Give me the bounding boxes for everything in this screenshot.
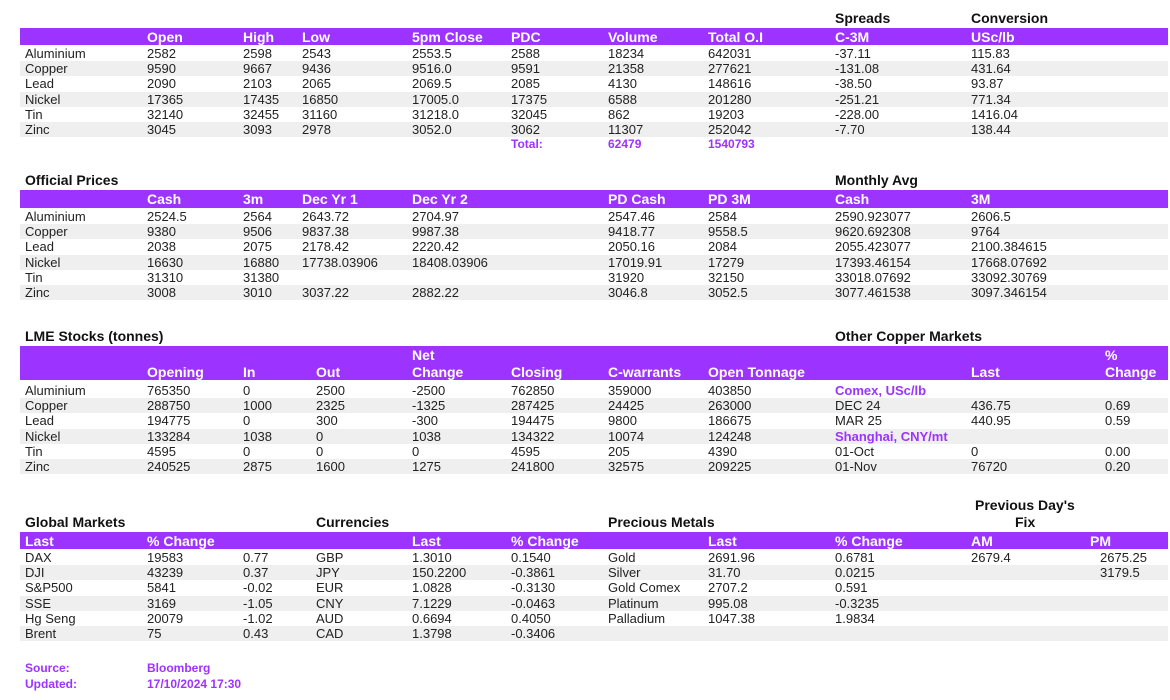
- currency-label: EUR: [316, 580, 344, 596]
- table-cell: -37.11: [835, 46, 871, 61]
- table-cell: 16880: [243, 254, 280, 270]
- global-markets-title: Global Markets: [25, 514, 126, 530]
- table-cell: 2055.423077: [835, 239, 911, 255]
- table-cell: 16630: [147, 254, 184, 270]
- table-cell: 9620.692308: [835, 224, 911, 240]
- currency-label: AUD: [316, 610, 344, 626]
- table-cell: 3010: [243, 285, 272, 300]
- currencies-title: Currencies: [316, 514, 390, 530]
- table-cell: 0: [316, 428, 324, 444]
- table-cell: 765350: [147, 383, 191, 398]
- table-cell: 359000: [608, 383, 652, 398]
- col-header: Open Tonnage: [708, 364, 805, 380]
- table-cell: 1038: [412, 428, 441, 444]
- precious-last: 31.70: [708, 565, 741, 581]
- table-cell: 300: [316, 413, 338, 429]
- table-cell: 2220.42: [412, 239, 459, 255]
- global-last: 43239: [147, 565, 184, 581]
- table-cell: 9667: [243, 61, 272, 77]
- metal-label: Zinc: [25, 285, 50, 300]
- col-header: Out: [316, 364, 341, 380]
- metal-label: Nickel: [25, 91, 61, 107]
- table-cell: 9591: [511, 61, 540, 77]
- table-cell: 252042: [708, 122, 752, 137]
- table-cell: 2500: [316, 383, 345, 398]
- table-cell: 9558.5: [708, 224, 748, 240]
- table-cell: 133284: [147, 428, 191, 444]
- row-stripe: [20, 596, 1168, 611]
- table-cell: -131.08: [835, 61, 880, 77]
- table-cell: 3062: [511, 122, 540, 137]
- metal-label: Aluminium: [25, 46, 86, 61]
- col-header: Dec Yr 1: [302, 191, 358, 207]
- table-cell: 771.34: [971, 91, 1011, 107]
- col-header: Last: [25, 533, 54, 549]
- table-cell: 0: [243, 413, 251, 429]
- table-cell: 3008: [147, 285, 176, 300]
- table-cell: 1275: [412, 459, 441, 474]
- precious-label: Palladium: [608, 610, 666, 626]
- table-cell: 17435: [243, 91, 280, 107]
- metal-label: Aluminium: [25, 383, 86, 398]
- table-cell: 762850: [511, 383, 555, 398]
- table-cell: 17393.46154: [835, 254, 911, 270]
- table-cell: 17365: [147, 91, 184, 107]
- metal-label: Lead: [25, 413, 54, 429]
- metal-label: Nickel: [25, 428, 61, 444]
- table-cell: 4595: [511, 443, 540, 459]
- currency-change: -0.3406: [511, 626, 556, 641]
- col-header-net-top: Net: [412, 347, 435, 363]
- section2-header-band: [20, 190, 1168, 208]
- market-subheader: Shanghai, CNY/mt: [835, 428, 948, 444]
- global-change: -0.02: [243, 580, 273, 596]
- table-cell: 263000: [708, 398, 752, 414]
- global-change: 0.43: [243, 626, 269, 641]
- global-change: -1.02: [243, 610, 273, 626]
- table-cell: 17738.03906: [302, 254, 378, 270]
- table-cell: 0: [316, 443, 324, 459]
- table-cell: 2978: [302, 122, 331, 137]
- table-cell: 2090: [147, 76, 176, 92]
- table-cell: 3097.346154: [971, 285, 1047, 300]
- market-change: 0.20: [1105, 459, 1131, 474]
- table-cell: 138.44: [971, 122, 1011, 137]
- table-cell: -38.50: [835, 76, 872, 92]
- table-cell: 1000: [243, 398, 272, 414]
- global-last: 5841: [147, 580, 176, 596]
- table-cell: 9516.0: [412, 61, 452, 77]
- table-cell: 862: [608, 106, 630, 122]
- metal-label: Lead: [25, 76, 54, 92]
- table-cell: -228.00: [835, 106, 880, 122]
- col-header-pct-bottom: Change: [1105, 364, 1157, 380]
- table-cell: 0: [243, 443, 251, 459]
- table-cell: 9800: [608, 413, 637, 429]
- currency-change: -0.3130: [511, 580, 556, 596]
- col-header: % Change: [511, 533, 579, 549]
- table-cell: 2875: [243, 459, 272, 474]
- metal-label: Lead: [25, 239, 54, 255]
- table-cell: 1038: [243, 428, 272, 444]
- table-cell: 31920: [608, 269, 645, 285]
- precious-change: 0.591: [835, 580, 868, 596]
- table-cell: 9506: [243, 224, 272, 240]
- col-header: High: [243, 29, 275, 45]
- table-cell: 93.87: [971, 76, 1004, 92]
- table-cell: 32045: [511, 106, 548, 122]
- table-cell: 3052.0: [412, 122, 452, 137]
- table-cell: 24425: [608, 398, 645, 414]
- table-cell: 9764: [971, 224, 1000, 240]
- col-header: USc/lb: [971, 29, 1015, 45]
- col-header: PDC: [511, 29, 541, 45]
- currency-label: CAD: [316, 626, 344, 641]
- metal-label: Aluminium: [25, 209, 86, 224]
- precious-change: 0.6781: [835, 550, 875, 565]
- col-header: In: [243, 364, 256, 380]
- table-cell: 18234: [608, 46, 645, 61]
- table-cell: 287425: [511, 398, 555, 414]
- table-cell: 2065: [302, 76, 331, 92]
- table-cell: 17279: [708, 254, 745, 270]
- table-cell: 3046.8: [608, 285, 648, 300]
- global-last: 75: [147, 626, 162, 641]
- table-cell: 2547.46: [608, 209, 655, 224]
- fix-am: 2679.4: [971, 550, 1011, 565]
- precious-change: 1.9834: [835, 610, 875, 626]
- table-cell: 2882.22: [412, 285, 459, 300]
- table-cell: 32575: [608, 459, 645, 474]
- col-header: C-3M: [835, 29, 870, 45]
- col-header: C-warrants: [608, 364, 682, 380]
- global-change: 0.37: [243, 565, 269, 581]
- market-last: 0: [971, 443, 979, 459]
- table-cell: 2643.72: [302, 209, 349, 224]
- market-last: 436.75: [971, 398, 1011, 414]
- table-cell: 31160: [302, 106, 338, 122]
- col-header: Volume: [608, 29, 658, 45]
- table-cell: 3045: [147, 122, 176, 137]
- table-cell: 2524.5: [147, 209, 187, 224]
- market-change: 0.00: [1105, 443, 1131, 459]
- table-cell: 17668.07692: [971, 254, 1047, 270]
- other-copper-title: Other Copper Markets: [835, 328, 983, 344]
- table-cell: 33092.30769: [971, 269, 1047, 285]
- table-cell: 2075: [243, 239, 272, 255]
- table-cell: 9987.38: [412, 224, 459, 240]
- col-header-last: Last: [971, 364, 1000, 380]
- table-cell: 33018.07692: [835, 269, 911, 285]
- precious-metals-title: Precious Metals: [608, 514, 715, 530]
- spreads-label: Spreads: [835, 10, 891, 26]
- monthly-avg-label: Monthly Avg: [835, 172, 918, 188]
- total-volume: 62479: [608, 137, 642, 152]
- row-stripe: [20, 429, 1168, 444]
- global-label: DJI: [25, 565, 45, 581]
- fix-title-2: Fix: [1015, 514, 1036, 530]
- currency-change: -0.0463: [511, 595, 556, 611]
- metal-label: Nickel: [25, 254, 61, 270]
- table-cell: 21358: [608, 61, 645, 77]
- market-label: MAR 25: [835, 413, 882, 429]
- currency-label: CNY: [316, 595, 344, 611]
- global-change: -1.05: [243, 595, 273, 611]
- col-header: PD 3M: [708, 191, 751, 207]
- table-cell: 17005.0: [412, 91, 459, 107]
- global-change: 0.77: [243, 550, 269, 565]
- table-cell: 17375: [511, 91, 548, 107]
- table-cell: 32455: [243, 106, 280, 122]
- currency-last: 1.3798: [412, 626, 452, 641]
- table-cell: 186675: [708, 413, 752, 429]
- table-cell: 31380: [243, 269, 280, 285]
- table-cell: 240525: [147, 459, 191, 474]
- table-cell: 277621: [708, 61, 752, 77]
- precious-change: -0.3235: [835, 595, 880, 611]
- table-cell: 2564: [243, 209, 272, 224]
- col-header: Change: [412, 364, 464, 380]
- currency-label: JPY: [316, 565, 340, 581]
- precious-change: 0.0215: [835, 565, 875, 581]
- table-cell: 431.64: [971, 61, 1011, 77]
- table-cell: 1416.04: [971, 106, 1018, 122]
- global-last: 20079: [147, 610, 184, 626]
- table-cell: 2085: [511, 76, 540, 92]
- table-cell: 288750: [147, 398, 191, 414]
- table-cell: 9837.38: [302, 224, 349, 240]
- table-cell: 3077.461538: [835, 285, 911, 300]
- col-header: Opening: [147, 364, 204, 380]
- table-cell: 2103: [243, 76, 272, 92]
- lme-stocks-title: LME Stocks (tonnes): [25, 328, 164, 344]
- table-cell: -251.21: [835, 91, 880, 107]
- table-cell: 2582: [147, 46, 176, 61]
- col-header: Closing: [511, 364, 563, 380]
- global-label: DAX: [25, 550, 52, 565]
- table-cell: 9380: [147, 224, 176, 240]
- col-header: Cash: [147, 191, 182, 207]
- fix-pm: 3179.5: [1100, 565, 1140, 581]
- precious-label: Platinum: [608, 595, 659, 611]
- table-cell: 31310: [147, 269, 184, 285]
- table-cell: 403850: [708, 383, 752, 398]
- col-header: % Change: [147, 533, 215, 549]
- col-header: PM: [1090, 533, 1111, 549]
- market-last: 440.95: [971, 413, 1011, 429]
- table-cell: 194475: [511, 413, 555, 429]
- metal-label: Tin: [25, 269, 43, 285]
- global-label: Hg Seng: [25, 610, 76, 626]
- table-cell: 134322: [511, 428, 555, 444]
- table-cell: 3052.5: [708, 285, 748, 300]
- metal-label: Zinc: [25, 122, 50, 137]
- conversion-label: Conversion: [971, 10, 1049, 26]
- table-cell: 10074: [608, 428, 645, 444]
- metal-label: Tin: [25, 106, 43, 122]
- row-stripe: [20, 626, 1168, 641]
- table-cell: 17019.91: [608, 254, 663, 270]
- col-header: 3m: [243, 191, 264, 207]
- market-change: 0.69: [1105, 398, 1131, 414]
- currency-last: 150.2200: [412, 565, 467, 581]
- table-cell: 201280: [708, 91, 752, 107]
- table-cell: 2590.923077: [835, 209, 911, 224]
- table-cell: 3037.22: [302, 285, 349, 300]
- updated-label: Updated:: [25, 677, 77, 691]
- table-cell: 148616: [708, 76, 752, 92]
- precious-last: 2691.96: [708, 550, 755, 565]
- market-subheader: Comex, USc/lb: [835, 383, 927, 398]
- global-label: Brent: [25, 626, 57, 641]
- table-cell: 9436: [302, 61, 331, 77]
- table-cell: 3093: [243, 122, 272, 137]
- official-prices-title: Official Prices: [25, 172, 119, 188]
- table-cell: 241800: [511, 459, 555, 474]
- table-cell: 4130: [608, 76, 637, 92]
- table-cell: 31218.0: [412, 106, 459, 122]
- col-header: Open: [147, 29, 183, 45]
- currency-change: 0.1540: [511, 550, 551, 565]
- table-cell: 32140: [147, 106, 184, 122]
- table-cell: 32150: [708, 269, 745, 285]
- table-cell: 2325: [316, 398, 345, 414]
- fix-pm: 2675.25: [1100, 550, 1147, 565]
- global-last: 19583: [147, 550, 184, 565]
- updated-value: 17/10/2024 17:30: [147, 677, 242, 691]
- table-cell: 19203: [708, 106, 745, 122]
- table-cell: 2050.16: [608, 239, 655, 255]
- precious-label: Gold: [608, 550, 636, 565]
- market-change: 0.59: [1105, 413, 1131, 429]
- row-stripe: [20, 565, 1168, 580]
- table-cell: 124248: [708, 428, 752, 444]
- table-cell: 2038: [147, 239, 176, 255]
- market-last: 76720: [971, 459, 1008, 474]
- table-cell: 2553.5: [412, 46, 452, 61]
- metal-label: Tin: [25, 443, 43, 459]
- table-cell: 2598: [243, 46, 272, 61]
- table-cell: -300: [412, 413, 439, 429]
- col-header: Cash: [835, 191, 870, 207]
- col-header: PD Cash: [608, 191, 666, 207]
- total-oi: 1540793: [708, 137, 755, 152]
- source-label: Source:: [25, 661, 70, 675]
- metal-label: Copper: [25, 224, 68, 240]
- table-cell: 9590: [147, 61, 176, 77]
- table-cell: 6588: [608, 91, 637, 107]
- col-header-pct-top: %: [1105, 347, 1118, 363]
- table-cell: 209225: [708, 459, 752, 474]
- table-cell: 2178.42: [302, 239, 349, 255]
- table-cell: 16850: [302, 91, 339, 107]
- precious-last: 2707.2: [708, 580, 748, 596]
- col-header: Last: [412, 533, 441, 549]
- precious-last: 1047.38: [708, 610, 755, 626]
- table-cell: 2704.97: [412, 209, 459, 224]
- table-cell: 0: [412, 443, 420, 459]
- precious-last: 995.08: [708, 595, 748, 611]
- table-cell: 18408.03906: [412, 254, 488, 270]
- table-cell: 11307: [608, 122, 644, 137]
- currency-change: 0.4050: [511, 610, 551, 626]
- source-value: Bloomberg: [147, 661, 211, 675]
- market-label: DEC 24: [835, 398, 881, 414]
- table-cell: 1600: [316, 459, 345, 474]
- table-cell: 0: [243, 383, 251, 398]
- col-header: AM: [971, 533, 993, 549]
- col-header: Last: [708, 533, 737, 549]
- table-cell: -7.70: [835, 122, 865, 137]
- precious-label: Silver: [608, 565, 641, 581]
- table-cell: 4390: [708, 443, 737, 459]
- col-header: 5pm Close: [412, 29, 483, 45]
- currency-last: 1.3010: [412, 550, 452, 565]
- table-cell: 115.83: [971, 46, 1010, 61]
- table-cell: 194775: [147, 413, 191, 429]
- table-cell: 2084: [708, 239, 737, 255]
- table-cell: 2069.5: [412, 76, 452, 92]
- global-last: 3169: [147, 595, 176, 611]
- col-header: Total O.I: [708, 29, 763, 45]
- col-header: 3M: [971, 191, 991, 207]
- fix-title-1: Previous Day's: [975, 497, 1075, 513]
- total-label: Total:: [511, 137, 543, 152]
- col-header: Dec Yr 2: [412, 191, 468, 207]
- metal-label: Copper: [25, 398, 68, 414]
- col-header: Low: [302, 29, 330, 45]
- table-cell: -1325: [412, 398, 446, 414]
- currency-last: 0.6694: [412, 610, 452, 626]
- table-cell: 4595: [147, 443, 176, 459]
- metal-label: Zinc: [25, 459, 50, 474]
- global-label: SSE: [25, 595, 52, 611]
- global-label: S&P500: [25, 580, 73, 596]
- currency-change: -0.3861: [511, 565, 556, 581]
- currency-last: 7.1229: [412, 595, 452, 611]
- table-cell: 2584: [708, 209, 737, 224]
- table-cell: 2100.384615: [971, 239, 1047, 255]
- metal-label: Copper: [25, 61, 68, 77]
- precious-label: Gold Comex: [608, 580, 681, 596]
- table-cell: 2543: [302, 46, 331, 61]
- market-label: 01-Nov: [835, 459, 877, 474]
- col-header: % Change: [835, 533, 903, 549]
- currency-label: GBP: [316, 550, 344, 565]
- table-cell: 205: [608, 443, 630, 459]
- table-cell: 642031: [708, 46, 752, 61]
- table-cell: 2588: [511, 46, 540, 61]
- currency-last: 1.0828: [412, 580, 452, 596]
- market-label: 01-Oct: [835, 443, 875, 459]
- table-cell: 9418.77: [608, 224, 655, 240]
- table-cell: 2606.5: [971, 209, 1011, 224]
- table-cell: -2500: [412, 383, 446, 398]
